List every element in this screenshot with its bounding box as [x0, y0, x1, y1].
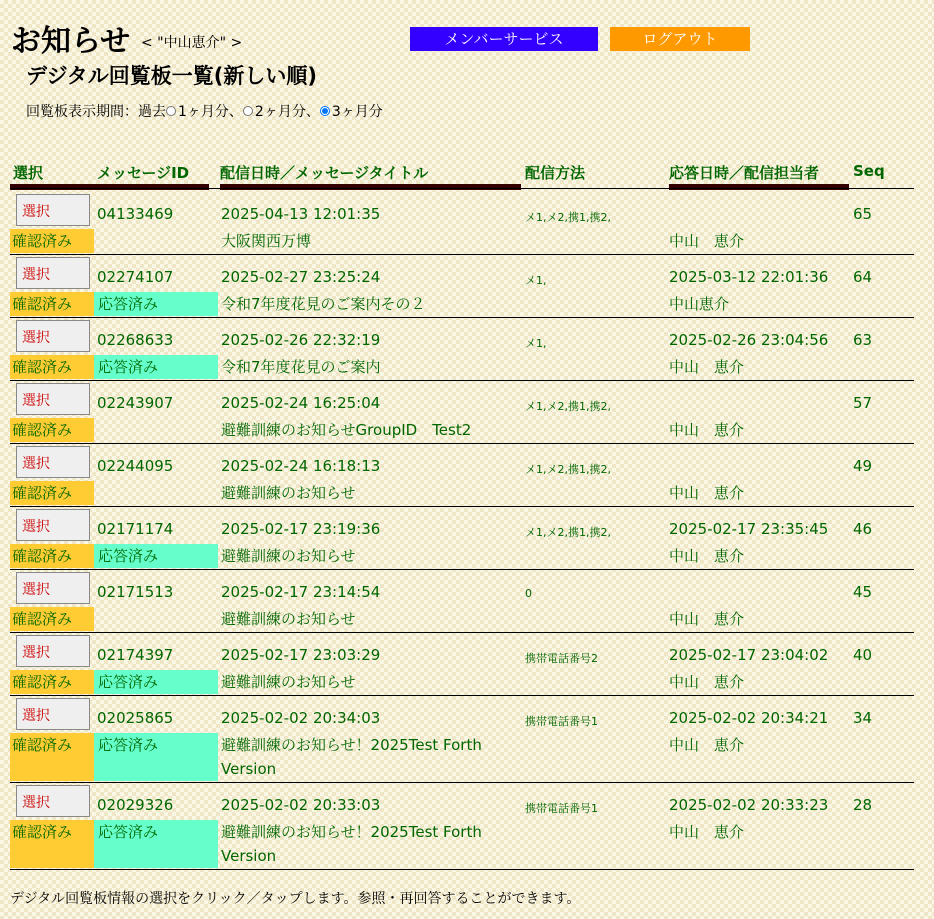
seq-number: 65 — [853, 205, 873, 223]
seq-number: 46 — [853, 520, 873, 538]
select-button[interactable]: 選択 — [16, 572, 90, 604]
confirmed-badge: 確認済み — [10, 229, 94, 253]
owner-name: 中山 恵介 — [669, 547, 745, 565]
delivery-method: メ1,メ2,携1,携2, — [525, 526, 611, 539]
select-button[interactable]: 選択 — [16, 635, 90, 667]
footer-hint: デジタル回覧板情報の選択をクリック／タップします。参照・再回答することができます。 — [10, 891, 581, 907]
delivery-method: 携帯電話番号1 — [525, 715, 598, 728]
message-title: 令和7年度花見のご案内 — [221, 358, 381, 376]
table-row — [10, 782, 914, 870]
delivery-method: メ1,メ2,携1,携2, — [525, 211, 611, 224]
delivery-method: メ1, — [525, 274, 547, 287]
answered-datetime: 2025-02-17 23:35:45 — [669, 520, 829, 538]
message-title: 令和7年度花見のご案内その２ — [221, 295, 426, 313]
select-button[interactable]: 選択 — [16, 446, 90, 478]
answered-badge: 応答済み — [94, 820, 218, 868]
sent-datetime: 2025-04-13 12:01:35 — [221, 205, 381, 223]
answered-badge: 応答済み — [94, 355, 218, 379]
seq-number: 63 — [853, 331, 873, 349]
table-row — [10, 191, 914, 255]
owner-name: 中山 恵介 — [669, 358, 745, 376]
sent-datetime: 2025-02-17 23:19:36 — [221, 520, 381, 538]
period-option-2: 2ヶ月分、 — [254, 104, 320, 120]
message-title: 避難訓練のお知らせ — [221, 547, 356, 565]
message-id: 02029326 — [97, 796, 174, 814]
message-title: 避難訓練のお知らせ — [221, 673, 356, 691]
message-title: 避難訓練のお知らせ — [221, 610, 356, 628]
owner-name: 中山 恵介 — [669, 232, 745, 250]
confirmed-badge: 確認済み — [10, 544, 94, 568]
sent-datetime: 2025-02-24 16:18:13 — [221, 457, 381, 475]
message-id: 02274107 — [97, 268, 174, 286]
owner-name: 中山 恵介 — [669, 610, 745, 628]
sent-datetime: 2025-02-24 16:25:04 — [221, 394, 381, 412]
logout-button[interactable]: ログアウト — [610, 27, 750, 51]
sent-datetime: 2025-02-17 23:03:29 — [221, 646, 381, 664]
answered-datetime: 2025-02-26 23:04:56 — [669, 331, 829, 349]
seq-number: 40 — [853, 646, 873, 664]
owner-name: 中山 恵介 — [669, 421, 745, 439]
period-option-1: 1ヶ月分、 — [178, 104, 243, 120]
confirmed-badge: 確認済み — [10, 670, 94, 694]
list-subtitle: デジタル回覧板一覧(新しい順) — [26, 64, 317, 88]
seq-number: 34 — [853, 709, 873, 727]
period-radio-1[interactable] — [166, 106, 176, 116]
delivery-method: メ1,メ2,携1,携2, — [525, 400, 611, 413]
select-button[interactable]: 選択 — [16, 698, 90, 730]
select-button[interactable]: 選択 — [16, 320, 90, 352]
delivery-method: 携帯電話番号1 — [525, 802, 598, 815]
select-button[interactable]: 選択 — [16, 785, 90, 817]
answered-datetime: 2025-02-02 20:34:21 — [669, 709, 829, 727]
page-title: お知らせ — [11, 24, 131, 59]
col-seq: Seq — [853, 162, 885, 180]
select-button[interactable]: 選択 — [16, 383, 90, 415]
seq-number: 64 — [853, 268, 873, 286]
delivery-method: 0 — [525, 587, 532, 600]
period-radio-2[interactable] — [243, 106, 253, 116]
message-title: 避難訓練のお知らせ！2025Test Forth Version — [221, 823, 482, 865]
select-button[interactable]: 選択 — [16, 257, 90, 289]
table-row — [10, 317, 914, 381]
owner-name: 中山 恵介 — [669, 484, 745, 502]
seq-number: 57 — [853, 394, 873, 412]
delivery-method: メ1,メ2,携1,携2, — [525, 463, 611, 476]
table-row — [10, 506, 914, 570]
owner-name: 中山 恵介 — [669, 736, 745, 754]
sent-datetime: 2025-02-26 22:32:19 — [221, 331, 381, 349]
answered-badge: 応答済み — [94, 670, 218, 694]
message-title: 避難訓練のお知らせ — [221, 484, 356, 502]
answered-datetime: 2025-02-17 23:04:02 — [669, 646, 829, 664]
answered-badge: 応答済み — [94, 544, 218, 568]
period-option-3: 3ヶ月分 — [331, 104, 383, 120]
confirmed-badge: 確認済み — [10, 292, 94, 316]
message-id: 02243907 — [97, 394, 174, 412]
answered-badge: 応答済み — [94, 292, 218, 316]
select-button[interactable]: 選択 — [16, 509, 90, 541]
col-select: 選択 — [10, 162, 97, 190]
sent-datetime: 2025-02-02 20:34:03 — [221, 709, 381, 727]
seq-number: 28 — [853, 796, 873, 814]
col-answered-owner: 応答日時／配信担当者 — [669, 162, 849, 190]
owner-name: 中山恵介 — [669, 295, 730, 313]
answered-datetime: 2025-02-02 20:33:23 — [669, 796, 829, 814]
message-id: 02174397 — [97, 646, 174, 664]
header-divider — [10, 188, 914, 189]
col-message-id: メッセージID — [97, 162, 209, 190]
period-selector — [26, 101, 383, 121]
sent-datetime: 2025-02-02 20:33:03 — [221, 796, 381, 814]
select-button[interactable]: 選択 — [16, 194, 90, 226]
sent-datetime: 2025-02-27 23:25:24 — [221, 268, 381, 286]
message-title: 大阪関西万博 — [221, 232, 312, 250]
confirmed-badge: 確認済み — [10, 820, 94, 868]
message-id: 04133469 — [97, 205, 174, 223]
period-radio-3[interactable] — [320, 106, 330, 116]
seq-number: 45 — [853, 583, 873, 601]
user-name: < "中山恵介" > — [141, 35, 243, 51]
col-method: 配信方法 — [525, 164, 586, 182]
member-service-button[interactable]: メンバーサービス — [410, 27, 598, 51]
delivery-method: 携帯電話番号2 — [525, 652, 598, 665]
table-row — [10, 443, 914, 507]
confirmed-badge: 確認済み — [10, 418, 94, 442]
period-label: 回覧板表示期間：過去 — [26, 104, 166, 120]
confirmed-badge: 確認済み — [10, 355, 94, 379]
table-row — [10, 695, 914, 783]
seq-number: 49 — [853, 457, 873, 475]
table-row — [10, 254, 914, 318]
message-title: 避難訓練のお知らせGroupID Test2 — [221, 421, 472, 439]
owner-name: 中山 恵介 — [669, 823, 745, 841]
message-id: 02171513 — [97, 583, 174, 601]
message-id: 02171174 — [97, 520, 174, 538]
owner-name: 中山 恵介 — [669, 673, 745, 691]
message-id: 02025865 — [97, 709, 174, 727]
delivery-method: メ1, — [525, 337, 547, 350]
table-row — [10, 380, 914, 444]
message-title: 避難訓練のお知らせ！2025Test Forth Version — [221, 736, 482, 778]
answered-badge: 応答済み — [94, 733, 218, 781]
sent-datetime: 2025-02-17 23:14:54 — [221, 583, 381, 601]
confirmed-badge: 確認済み — [10, 733, 94, 781]
table-row — [10, 632, 914, 696]
message-id: 02244095 — [97, 457, 174, 475]
confirmed-badge: 確認済み — [10, 607, 94, 631]
answered-datetime: 2025-03-12 22:01:36 — [669, 268, 829, 286]
message-id: 02268633 — [97, 331, 174, 349]
confirmed-badge: 確認済み — [10, 481, 94, 505]
table-row — [10, 569, 914, 633]
col-sent-title: 配信日時／メッセージタイトル — [220, 162, 521, 190]
